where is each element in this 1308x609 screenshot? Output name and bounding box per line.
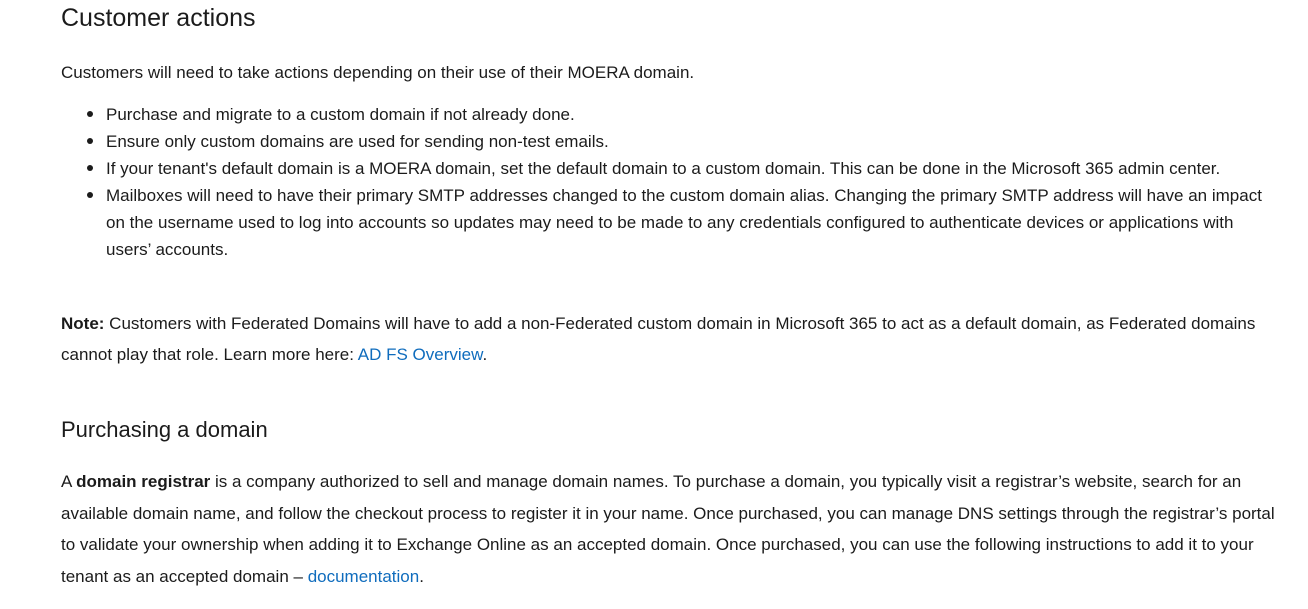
documentation-link[interactable]: documentation (307, 566, 420, 586)
note-paragraph (61, 308, 1276, 370)
note-end: . (482, 345, 488, 364)
list-item: Mailboxes will need to have their primary SMTP addresses changed to the custom domain alias. Changing the primary SMTP address will have an impact on the username used to log into accounts so updates may need to be made to any credentials configured to authenticate devices or applications with users’ accounts. (61, 182, 1271, 263)
registrar-end: . (419, 566, 424, 586)
purchasing-domain-heading: Purchasing a domain (61, 417, 268, 442)
customer-actions-intro: Customers will need to take actions depending on their use of their MOERA domain. (61, 63, 695, 82)
list-item: If your tenant's default domain is a MOERA domain, set the default domain to a custom domain. This can be done in the Microsoft 365 admin center. (61, 155, 1271, 182)
ad-fs-overview-link[interactable]: AD FS Overview (357, 345, 483, 364)
list-item: Purchase and migrate to a custom domain if not already done. (61, 101, 1271, 128)
customer-actions-heading: Customer actions (61, 4, 256, 32)
list-item: Ensure only custom domains are used for sending non-test emails. (61, 128, 1271, 155)
registrar-text: is a company authorized to sell and manage domain names. To purchase a domain, you typically visit a registrar’s website, search for an available domain name, and follow the checkout process to register it in your name. Once purchased, you can manage DNS settings through the registrar’s portal to validate your ownership when adding it to Exchange Online as an accepted domain. Once purchased, you can use the following instructions to add it to your tenant as an accepted domain – (61, 472, 1275, 586)
registrar-term: domain registrar (76, 472, 211, 491)
registrar-lead: A (61, 472, 77, 491)
customer-actions-list (61, 101, 1271, 263)
note-label: Note: (61, 314, 105, 333)
registrar-paragraph (61, 466, 1286, 592)
note-text: Customers with Federated Domains will have to add a non-Federated custom domain in Microsoft 365 to act as a default domain, as Federated domains cannot play that role. Learn more here: (61, 314, 1256, 364)
